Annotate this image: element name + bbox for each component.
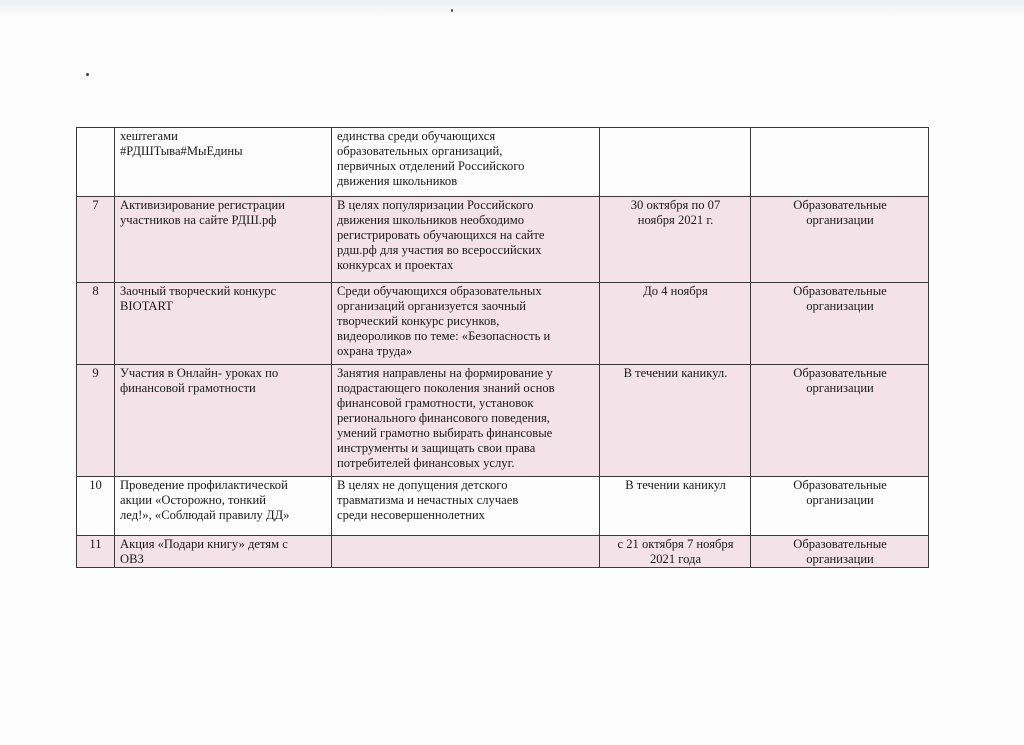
table-row	[77, 477, 929, 536]
cell-text-line: движения школьников необходимо	[337, 213, 525, 227]
event-date-cell	[600, 365, 751, 477]
cell-text-line: ОВЗ	[120, 552, 144, 566]
event-date-cell	[600, 197, 751, 283]
event-content-cell	[332, 477, 600, 536]
cell-text-line: регионального финансового поведения,	[337, 411, 550, 425]
cell-text-line: хештегами	[120, 129, 178, 143]
event-name-cell	[115, 477, 332, 536]
cell-text-line: видеороликов по теме: «Безопасность и	[337, 329, 551, 343]
cell-text-line: среди несовершеннолетних	[337, 508, 485, 522]
cell-text-line: организаций организуется заочный	[337, 299, 527, 313]
row-number-cell: 10	[77, 477, 115, 536]
event-name-cell	[115, 128, 332, 197]
cell-text-line: организации	[806, 299, 874, 313]
events-plan-table	[76, 127, 929, 568]
cell-text-line: рдш.рф для участия во всероссийских	[337, 243, 542, 257]
scan-speck	[86, 73, 89, 76]
cell-text-line: организации	[806, 552, 874, 566]
cell-text-line: Заочный творческий конкурс	[120, 284, 277, 298]
cell-text-line: организации	[806, 493, 874, 507]
cell-text-line: В течении каникул.	[623, 366, 728, 380]
row-number-cell	[77, 128, 115, 197]
cell-text-line: В течении каникул	[625, 478, 726, 492]
cell-text-line: единства среди обучающихся	[337, 129, 496, 143]
cell-text-line: Проведение профилактической	[120, 478, 288, 492]
cell-text-line: образовательных организаций,	[337, 144, 503, 158]
cell-text-line: Участия в Онлайн- уроках по	[120, 366, 279, 380]
cell-text-line: финансовой грамотности, установок	[337, 396, 534, 410]
cell-text-line: финансовой грамотности	[120, 381, 256, 395]
table-row	[77, 283, 929, 365]
event-date-cell	[600, 536, 751, 568]
event-content-cell	[332, 536, 600, 568]
cell-text-line: #РДШТыва#МыЕдины	[120, 144, 243, 158]
event-name-cell	[115, 283, 332, 365]
event-name-cell	[115, 197, 332, 283]
row-number-cell: 11	[77, 536, 115, 568]
cell-text-line: ноября 2021 г.	[637, 213, 714, 227]
responsible-cell	[751, 128, 929, 197]
cell-text-line: Активизирование регистрации	[120, 198, 286, 212]
cell-text-line: движения школьников	[337, 174, 458, 188]
cell-text-line: лед!», «Соблюдай правилу ДД»	[120, 508, 290, 522]
cell-text-line: первичных отделений Российского	[337, 159, 525, 173]
cell-text-line: акции «Осторожно, тонкий	[120, 493, 266, 507]
cell-text-line: Образовательные	[793, 366, 887, 380]
event-content-cell	[332, 283, 600, 365]
cell-text-line: инструменты и защищать свои права	[337, 441, 536, 455]
cell-text-line: Образовательные	[793, 537, 887, 551]
cell-text-line: творческий конкурс рисунков,	[337, 314, 500, 328]
responsible-cell	[751, 365, 929, 477]
event-name-cell	[115, 365, 332, 477]
event-name-cell	[115, 536, 332, 568]
cell-text-line: травматизма и нечастных случаев	[337, 493, 519, 507]
event-date-cell	[600, 477, 751, 536]
cell-text-line: конкурсах и проектах	[337, 258, 454, 272]
events-table-body	[77, 128, 929, 568]
cell-text-line: Образовательные	[793, 198, 887, 212]
cell-text-line: участников на сайте РДШ.рф	[120, 213, 277, 227]
cell-text-line: Среди обучающихся образовательных	[337, 284, 542, 298]
cell-text-line: с 21 октября 7 ноября	[617, 537, 734, 551]
event-date-cell	[600, 128, 751, 197]
cell-text-line: В целях популяризации Российского	[337, 198, 534, 212]
cell-text-line: подрастающего поколения знаний основ	[337, 381, 555, 395]
table-row	[77, 365, 929, 477]
cell-text-line: Занятия направлены на формирование у	[337, 366, 553, 380]
responsible-cell	[751, 197, 929, 283]
event-content-cell	[332, 128, 600, 197]
cell-text-line: 2021 года	[649, 552, 702, 566]
table-row	[77, 197, 929, 283]
row-number-cell: 9	[77, 365, 115, 477]
responsible-cell	[751, 477, 929, 536]
cell-text-line: регистрировать обучающихся на сайте	[337, 228, 545, 242]
table-row	[77, 128, 929, 197]
cell-text-line: До 4 ноября	[643, 284, 708, 298]
cell-text-line: 30 октября по 07	[630, 198, 721, 212]
cell-text-line: потребителей финансовых услуг.	[337, 456, 515, 470]
responsible-cell	[751, 283, 929, 365]
cell-text-line: BIOTART	[120, 299, 173, 313]
responsible-cell	[751, 536, 929, 568]
scan-edge-shadow	[0, 0, 1024, 18]
cell-text-line: Образовательные	[793, 478, 887, 492]
cell-text-line: Акция «Подари книгу» детям с	[120, 537, 288, 551]
cell-text-line: организации	[806, 381, 874, 395]
scan-speck	[451, 9, 453, 12]
cell-text-line: организации	[806, 213, 874, 227]
event-date-cell	[600, 283, 751, 365]
row-number-cell: 7	[77, 197, 115, 283]
cell-text-line: В целях не допущения детского	[337, 478, 508, 492]
cell-text-line: Образовательные	[793, 284, 887, 298]
event-content-cell	[332, 197, 600, 283]
row-number-cell: 8	[77, 283, 115, 365]
cell-text-line: умений грамотно выбирать финансовые	[337, 426, 553, 440]
table-row	[77, 536, 929, 568]
event-content-cell	[332, 365, 600, 477]
cell-text-line: охрана труда»	[337, 344, 413, 358]
